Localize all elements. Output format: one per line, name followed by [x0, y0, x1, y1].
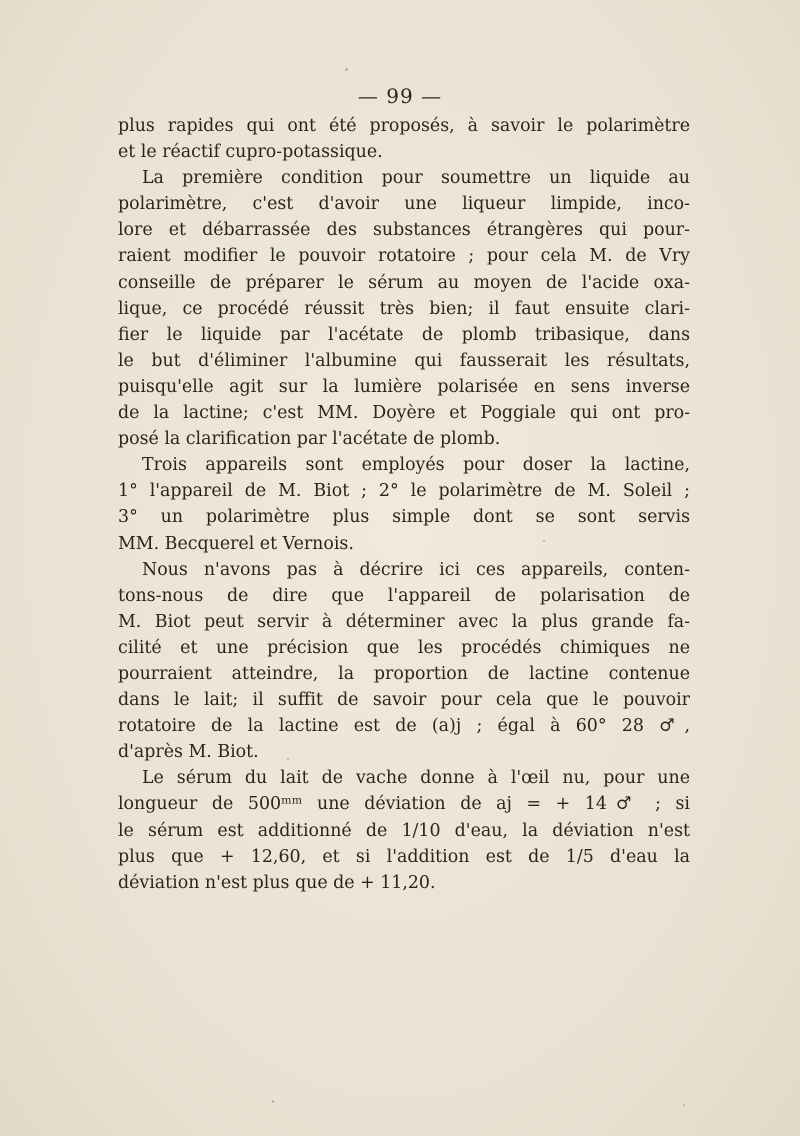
text-line: puisqu'elle agit sur la lumière polarisée en sens inverse — [118, 376, 690, 397]
text-line: La première condition pour soumettre un liquide au — [142, 168, 690, 189]
text-line: le but d'éliminer l'albumine qui fausserait les résultats, — [118, 350, 690, 371]
text-line: dans le lait; il suffit de savoir pour cela que le pouvoir — [118, 690, 690, 711]
text-line: fier le liquide par l'acétate de plomb tribasique, dans — [118, 324, 690, 345]
text-line: cilité et une précision que les procédés chimiques ne — [118, 637, 690, 658]
paper-speck — [683, 1104, 685, 1106]
text-line: Le sérum du lait de vache donne à l'œil nu, pour une — [142, 768, 690, 789]
body-text — [118, 113, 690, 896]
text-line: de la lactine; c'est MM. Doyère et Poggiale qui ont pro- — [118, 403, 690, 424]
text-line: 1° l'appareil de M. Biot ; 2° le polarimètre de M. Soleil ; — [118, 481, 690, 502]
paper-speck — [543, 540, 545, 542]
text-line: posé la clarification par l'acétate de plomb. — [118, 429, 501, 450]
paper-speck — [345, 68, 348, 71]
text-line: rotatoire de la lactine est de (a)j ; égal à 60° 28 ♂, — [118, 716, 690, 737]
text-line: raient modifier le pouvoir rotatoire ; pour cela M. de Vry — [118, 246, 690, 267]
text-line: Trois appareils sont employés pour doser la lactine, — [142, 455, 690, 476]
text-line: M. Biot peut servir à déterminer avec la plus grande fa- — [118, 611, 690, 632]
text-line: tons-nous de dire que l'appareil de polarisation de — [118, 585, 690, 606]
text-line: lique, ce procédé réussit très bien; il faut ensuite clari- — [118, 298, 690, 319]
text-line: longueur de 500ᵐᵐ une déviation de aj = + 14♂ ; si — [118, 794, 690, 815]
text-line: MM. Becquerel et Vernois. — [118, 533, 354, 554]
text-line: conseille de préparer le sérum au moyen de l'acide oxa- — [118, 272, 690, 293]
paper-speck — [287, 758, 289, 760]
text-line: plus rapides qui ont été proposés, à savoir le polarimètre — [118, 116, 690, 136]
text-line: polarimètre, c'est d'avoir une liqueur limpide, inco- — [118, 194, 690, 215]
text-line: déviation n'est plus que de + 11,20. — [118, 872, 436, 893]
text-line: 3° un polarimètre plus simple dont se sont servis — [118, 507, 690, 528]
text-line: d'après M. Biot. — [118, 742, 259, 763]
page-number: — 99 — — [357, 84, 443, 108]
text-line: lore et débarrassée des substances étrangères qui pour- — [118, 220, 690, 241]
text-line: le sérum est additionné de 1/10 d'eau, la déviation n'est — [118, 820, 690, 841]
text-line: pourraient atteindre, la proportion de lactine contenue — [118, 663, 690, 684]
text-line: et le réactif cupro-potassique. — [118, 142, 383, 163]
paper-speck — [272, 1100, 274, 1103]
text-line: plus que + 12,60, et si l'addition est de 1/5 d'eau la — [118, 846, 690, 867]
text-line: Nous n'avons pas à décrire ici ces appareils, conten- — [142, 559, 690, 580]
